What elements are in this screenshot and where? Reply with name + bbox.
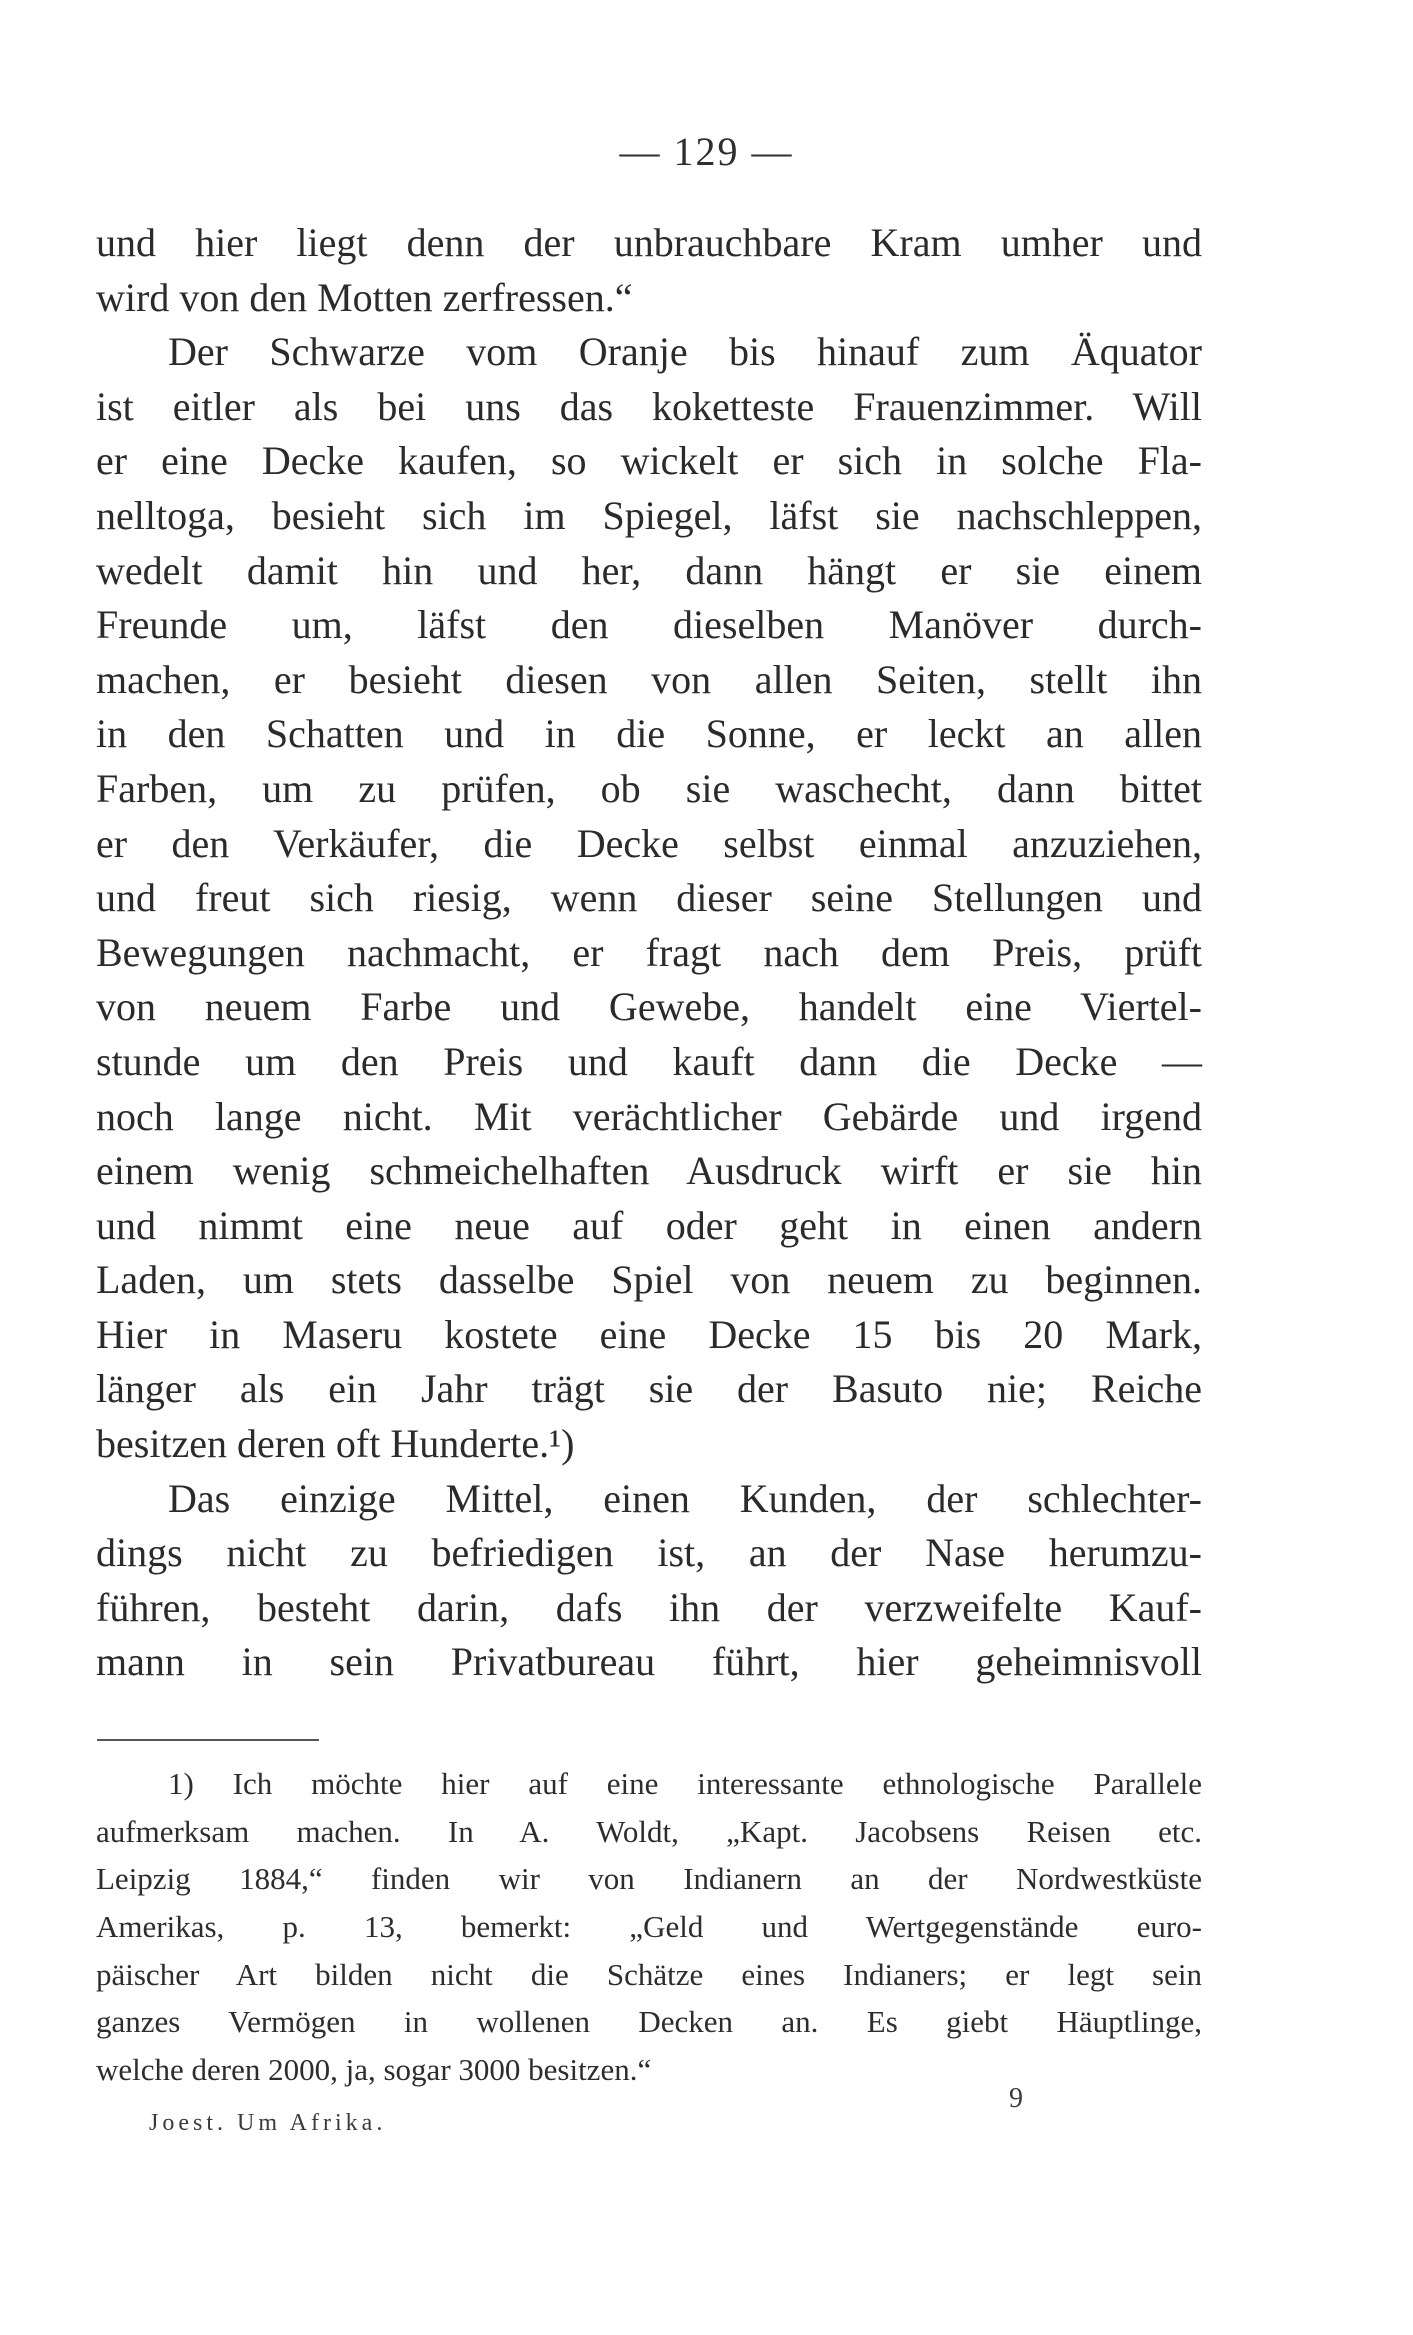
footnote-line: aufmerksam machen. In A. Woldt, „Kapt. Jacobsens Reisen etc. bbox=[96, 1813, 1202, 1849]
text-line: und hier liegt denn der unbrauchbare Kram umher und bbox=[96, 220, 1202, 265]
text-line: Der Schwarze vom Oranje bis hinauf zum Äquator bbox=[168, 329, 1202, 375]
text-line: einem wenig schmeichelhaften Ausdruck wirft er sie hin bbox=[96, 1148, 1202, 1194]
text-line: in den Schatten und in die Sonne, er leckt an allen bbox=[96, 711, 1202, 757]
text-line: ist eitler als bei uns das koketteste Frauenzimmer. Will bbox=[96, 383, 1202, 429]
footnote-line: päischer Art bilden nicht die Schätze eines Indianers; er legt sein bbox=[96, 1956, 1202, 1992]
footnote-line: ganzes Vermögen in wollenen Decken an. Es giebt Häuptlinge, bbox=[96, 2004, 1202, 2040]
text-line: noch lange nicht. Mit verächtlicher Gebärde und irgend bbox=[96, 1093, 1202, 1139]
footnote-separator bbox=[97, 1739, 319, 1741]
page-number-header: — 129 — bbox=[619, 129, 794, 174]
text-line: machen, er besieht diesen von allen Seiten, stellt ihn bbox=[96, 656, 1202, 702]
text-line: mann in sein Privatbureau führt, hier geheimnisvoll bbox=[96, 1639, 1202, 1685]
text-line: dings nicht zu befriedigen ist, an der Nase herumzu- bbox=[96, 1530, 1202, 1576]
text-line: Laden, um stets dasselbe Spiel von neuem zu beginnen. bbox=[96, 1257, 1202, 1303]
text-line: Das einzige Mittel, einen Kunden, der schlechter- bbox=[168, 1475, 1202, 1521]
text-line: wird von den Motten zerfressen.“ bbox=[96, 274, 633, 320]
text-line: stunde um den Preis und kauft dann die Decke — bbox=[96, 1038, 1202, 1084]
footnote bbox=[96, 1760, 1202, 2094]
text-line: und freut sich riesig, wenn dieser seine Stellungen und bbox=[96, 875, 1202, 921]
printer-signature: Joest. Um Afrika. bbox=[149, 2110, 387, 2136]
text-line: Farben, um zu prüfen, ob sie waschecht, dann bittet bbox=[96, 765, 1202, 811]
footnote-line: 1) Ich möchte hier auf eine interessante ethnologische Parallele bbox=[168, 1766, 1202, 1801]
text-line: und nimmt eine neue auf oder geht in einen andern bbox=[96, 1202, 1202, 1248]
text-line: länger als ein Jahr trägt sie der Basuto nie; Reiche bbox=[96, 1366, 1202, 1412]
sheet-number: 9 bbox=[1009, 2083, 1023, 2114]
footnote-line: welche deren 2000, ja, sogar 3000 besitzen.“ bbox=[96, 2052, 652, 2088]
text-line: er eine Decke kaufen, so wickelt er sich in solche Fla- bbox=[96, 438, 1202, 484]
footnote-line: Leipzig 1884,“ finden wir von Indianern an der Nordwestküste bbox=[96, 1861, 1202, 1897]
text-line: Bewegungen nachmacht, er fragt nach dem Preis, prüft bbox=[96, 929, 1202, 975]
text-line: von neuem Farbe und Gewebe, handelt eine Viertel- bbox=[96, 984, 1202, 1030]
main-text bbox=[96, 216, 1202, 1690]
text-line: besitzen deren oft Hunderte.¹) bbox=[96, 1421, 575, 1467]
text-line: Hier in Maseru kostete eine Decke 15 bis 20 Mark, bbox=[96, 1311, 1202, 1357]
text-line: führen, besteht darin, dafs ihn der verzweifelte Kauf- bbox=[96, 1584, 1202, 1630]
text-line: er den Verkäufer, die Decke selbst einmal anzuziehen, bbox=[96, 820, 1202, 866]
text-line: Freunde um, läfst den dieselben Manöver durch- bbox=[96, 602, 1202, 648]
footnote-line: Amerikas, p. 13, bemerkt: „Geld und Wertgegenstände euro- bbox=[96, 1909, 1202, 1945]
text-line: wedelt damit hin und her, dann hängt er sie einem bbox=[96, 547, 1202, 593]
text-line: nelltoga, besieht sich im Spiegel, läfst sie nachschleppen, bbox=[96, 492, 1202, 538]
